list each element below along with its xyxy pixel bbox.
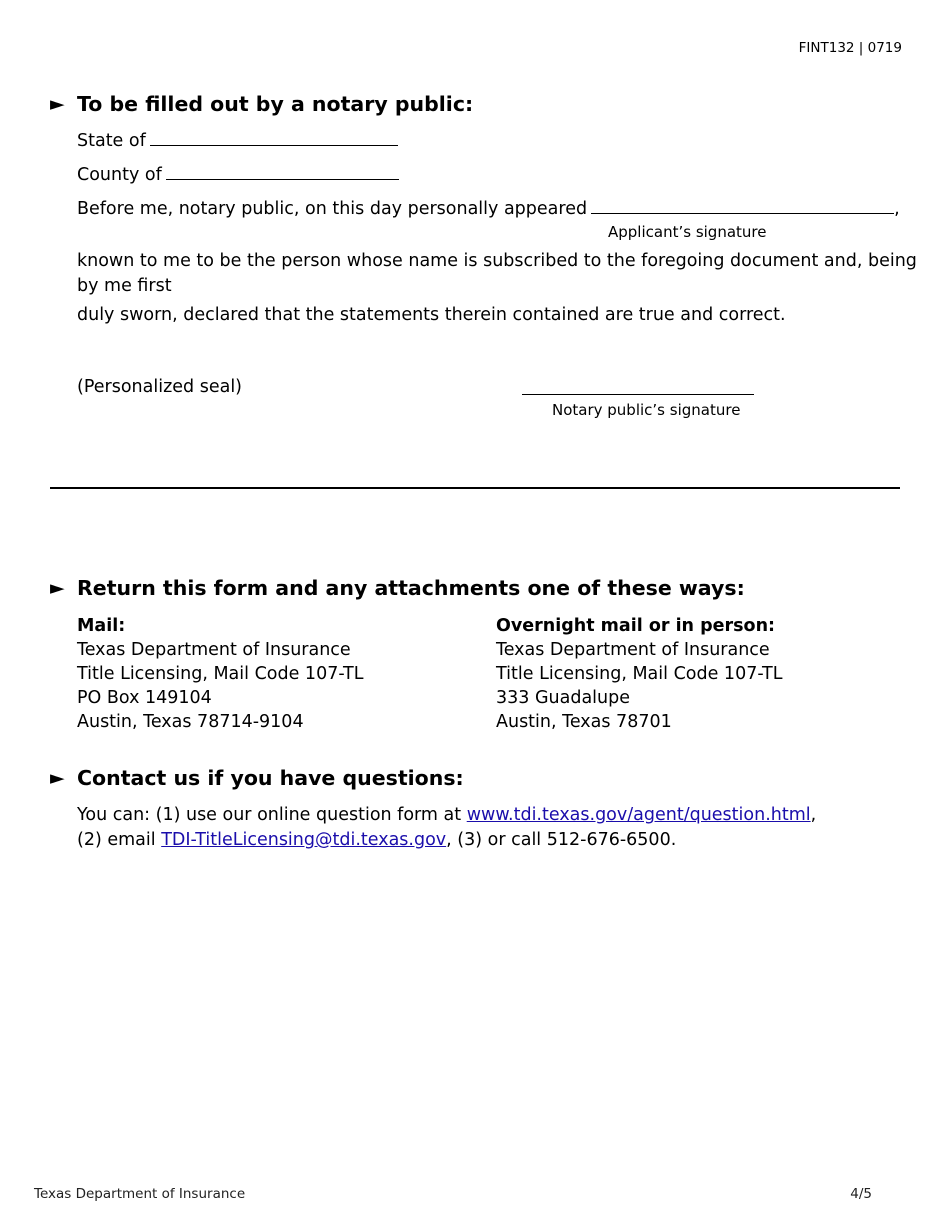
overnight-address-block bbox=[496, 614, 783, 734]
mail-line: Austin, Texas 78714-9104 bbox=[77, 712, 304, 732]
notary-signature-line[interactable] bbox=[522, 394, 754, 395]
overnight-line: Title Licensing, Mail Code 107-TL bbox=[496, 664, 783, 684]
footer-organization: Texas Department of Insurance bbox=[34, 1186, 246, 1202]
return-heading: Return this form and any attachments one of these ways: bbox=[77, 576, 745, 600]
contact-heading: Contact us if you have questions: bbox=[77, 766, 464, 790]
appeared-comma: , bbox=[894, 199, 900, 219]
applicant-signature-line[interactable] bbox=[591, 197, 894, 214]
appeared-text: Before me, notary public, on this day personally appeared bbox=[77, 199, 588, 219]
state-field[interactable] bbox=[77, 129, 398, 153]
overnight-line: Austin, Texas 78701 bbox=[496, 712, 672, 732]
overnight-line: Texas Department of Insurance bbox=[496, 640, 770, 660]
contact-line2-suffix: , (3) or call 512-676-6500. bbox=[446, 830, 677, 850]
mail-title: Mail: bbox=[77, 616, 126, 636]
contact-line1 bbox=[77, 803, 816, 827]
known-text-line2: by me first bbox=[77, 276, 172, 296]
mail-line: PO Box 149104 bbox=[77, 688, 212, 708]
state-label: State of bbox=[77, 131, 146, 151]
contact-line2 bbox=[77, 828, 676, 852]
section-divider bbox=[50, 487, 900, 489]
contact-line1-suffix: , bbox=[810, 805, 817, 825]
appeared-field[interactable] bbox=[77, 197, 900, 221]
email-link[interactable]: TDI-TitleLicensing@tdi.texas.gov bbox=[161, 830, 447, 850]
state-input-line[interactable] bbox=[150, 129, 398, 146]
section-arrow-icon: ► bbox=[50, 93, 65, 115]
mail-line: Texas Department of Insurance bbox=[77, 640, 351, 660]
footer-page-number: 4/5 bbox=[850, 1186, 872, 1202]
overnight-title: Overnight mail or in person: bbox=[496, 616, 776, 636]
notary-heading: To be filled out by a notary public: bbox=[77, 92, 474, 116]
contact-line2-prefix: (2) email bbox=[77, 830, 162, 850]
overnight-line: 333 Guadalupe bbox=[496, 688, 631, 708]
personalized-seal-label: (Personalized seal) bbox=[77, 377, 243, 397]
county-input-line[interactable] bbox=[166, 163, 399, 180]
section-arrow-icon: ► bbox=[50, 767, 65, 789]
applicant-signature-caption: Applicant’s signature bbox=[608, 223, 767, 241]
mail-line: Title Licensing, Mail Code 107-TL bbox=[77, 664, 364, 684]
section-arrow-icon: ► bbox=[50, 577, 65, 599]
question-form-link[interactable]: www.tdi.texas.gov/agent/question.html bbox=[466, 805, 811, 825]
form-code: FINT132 | 0719 bbox=[798, 40, 902, 56]
county-field[interactable] bbox=[77, 163, 399, 187]
sworn-text: duly sworn, declared that the statements therein contained are true and correct. bbox=[77, 305, 786, 325]
known-text-line1: known to me to be the person whose name is subscribed to the foregoing document and, being bbox=[77, 251, 917, 271]
contact-line1-prefix: You can: (1) use our online question form at bbox=[77, 805, 467, 825]
mail-address-block bbox=[77, 614, 364, 734]
notary-signature-caption: Notary public’s signature bbox=[552, 401, 741, 419]
county-label: County of bbox=[77, 165, 162, 185]
